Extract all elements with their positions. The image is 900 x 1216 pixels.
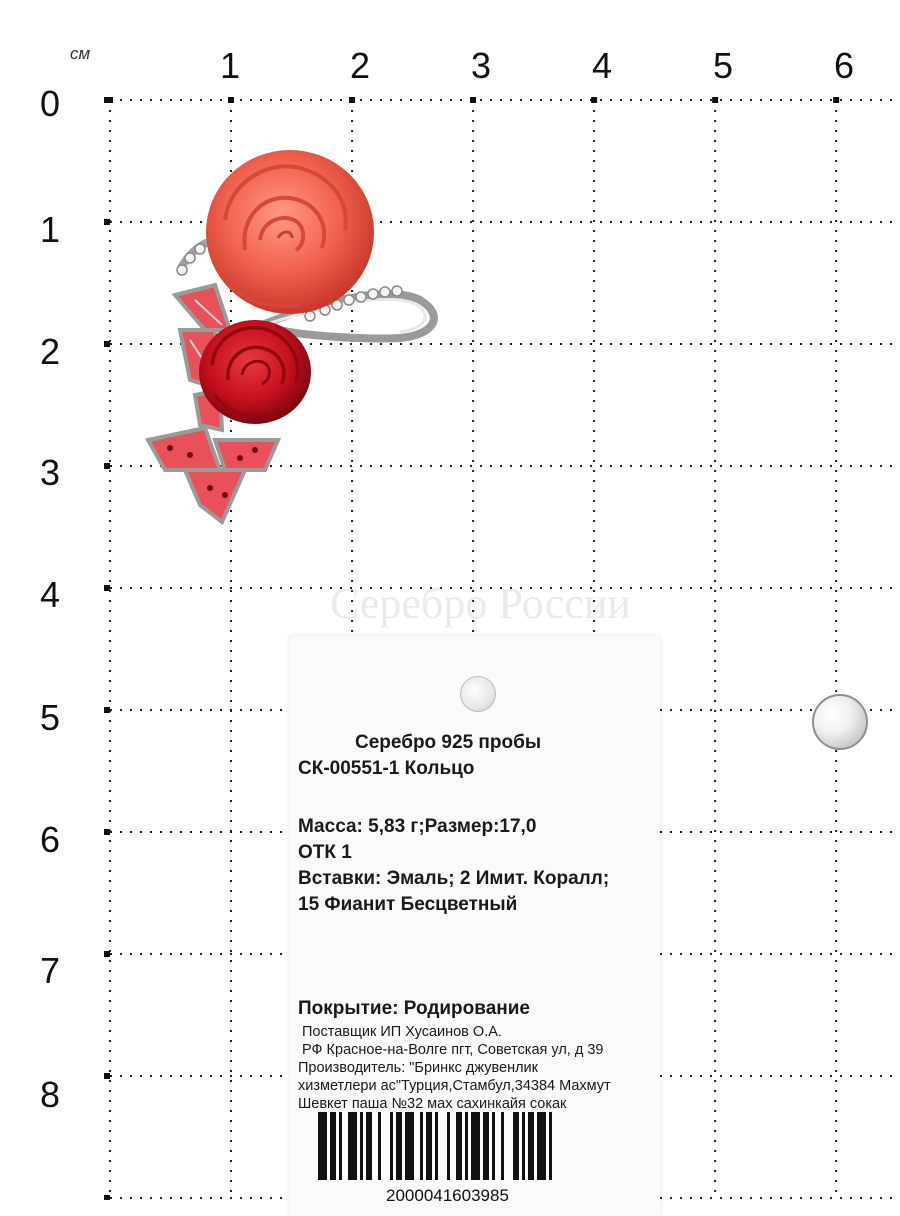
loose-zirconia-stone <box>812 694 868 750</box>
lower-butterfly <box>148 428 278 522</box>
y-tick-4: 4 <box>40 574 61 615</box>
barcode-bar <box>360 1112 363 1180</box>
barcode-bar <box>390 1112 393 1180</box>
barcode-bar <box>420 1112 423 1180</box>
barcode-bar <box>348 1112 357 1180</box>
watermark: Серебро России <box>330 579 631 628</box>
barcode-bar <box>537 1112 546 1180</box>
unit-label: см <box>70 44 91 63</box>
x-tick-1: 1 <box>220 45 241 86</box>
barcode-bar <box>528 1112 534 1180</box>
tag-inserts-line: Вставки: Эмаль; 2 Имит. Коралл; <box>298 868 610 889</box>
product-tag <box>290 636 660 1216</box>
tag-weight-size-line: Масса: 5,83 г;Размер:17,0 <box>298 816 537 837</box>
tag-article-line: СК-00551-1 Кольцо <box>298 758 475 779</box>
y-tick-3: 3 <box>40 452 61 493</box>
tag-inserts-line-2: 15 Фианит Бесцветный <box>298 894 518 915</box>
barcode-bar <box>513 1112 519 1180</box>
barcode-bar <box>549 1112 552 1180</box>
tag-coating-line: Покрытие: Родирование <box>298 998 530 1019</box>
y-tick-5: 5 <box>40 697 61 738</box>
barcode-bar <box>501 1112 504 1180</box>
barcode-bar <box>456 1112 462 1180</box>
y-tick-0: 0 <box>40 83 61 124</box>
y-tick-7: 7 <box>40 950 61 991</box>
tag-manufacturer-line-2: хизметлери ас"Турция,Стамбул,34384 Махмут <box>298 1078 611 1094</box>
x-tick-5: 5 <box>713 45 734 86</box>
barcode-bar <box>318 1112 327 1180</box>
tag-supplier-line: Поставщик ИП Хусаинов О.А. <box>302 1024 502 1040</box>
tag-manufacturer-line: Производитель: "Бринкс джувенлик <box>298 1060 538 1076</box>
barcode-bar <box>492 1112 495 1180</box>
barcode-bar <box>471 1112 480 1180</box>
tag-metal-line: Серебро 925 пробы <box>355 732 542 753</box>
barcode-bar <box>405 1112 414 1180</box>
red-rose <box>199 320 311 424</box>
tag-address-line: РФ Красное-на-Волге пгт, Советская ул, д 39 <box>302 1042 604 1058</box>
x-tick-6: 6 <box>834 45 855 86</box>
barcode-bar <box>447 1112 450 1180</box>
barcode-number: 2000041603985 <box>386 1186 509 1205</box>
barcode-bar <box>465 1112 468 1180</box>
barcode-bar <box>396 1112 402 1180</box>
barcode-bar <box>435 1112 438 1180</box>
y-tick-6: 6 <box>40 819 61 860</box>
barcode-bar <box>366 1112 372 1180</box>
barcode-bar <box>522 1112 525 1180</box>
x-tick-3: 3 <box>471 45 492 86</box>
y-tick-1: 1 <box>40 209 61 250</box>
tag-otk-line: ОТК 1 <box>298 842 352 863</box>
barcode-bar <box>330 1112 336 1180</box>
barcode-bar <box>483 1112 489 1180</box>
barcode-bar <box>339 1112 342 1180</box>
x-tick-2: 2 <box>350 45 371 86</box>
coral-rose <box>206 150 374 314</box>
tag-hole <box>460 676 496 712</box>
y-tick-8: 8 <box>40 1074 61 1115</box>
barcode-bar <box>378 1112 381 1180</box>
barcode <box>312 1112 617 1184</box>
barcode-bar <box>426 1112 432 1180</box>
y-tick-2: 2 <box>40 331 61 372</box>
tag-manufacturer-line-3: Шевкет паша №32 мах сахинкайя сокак <box>298 1096 567 1112</box>
x-tick-4: 4 <box>592 45 613 86</box>
